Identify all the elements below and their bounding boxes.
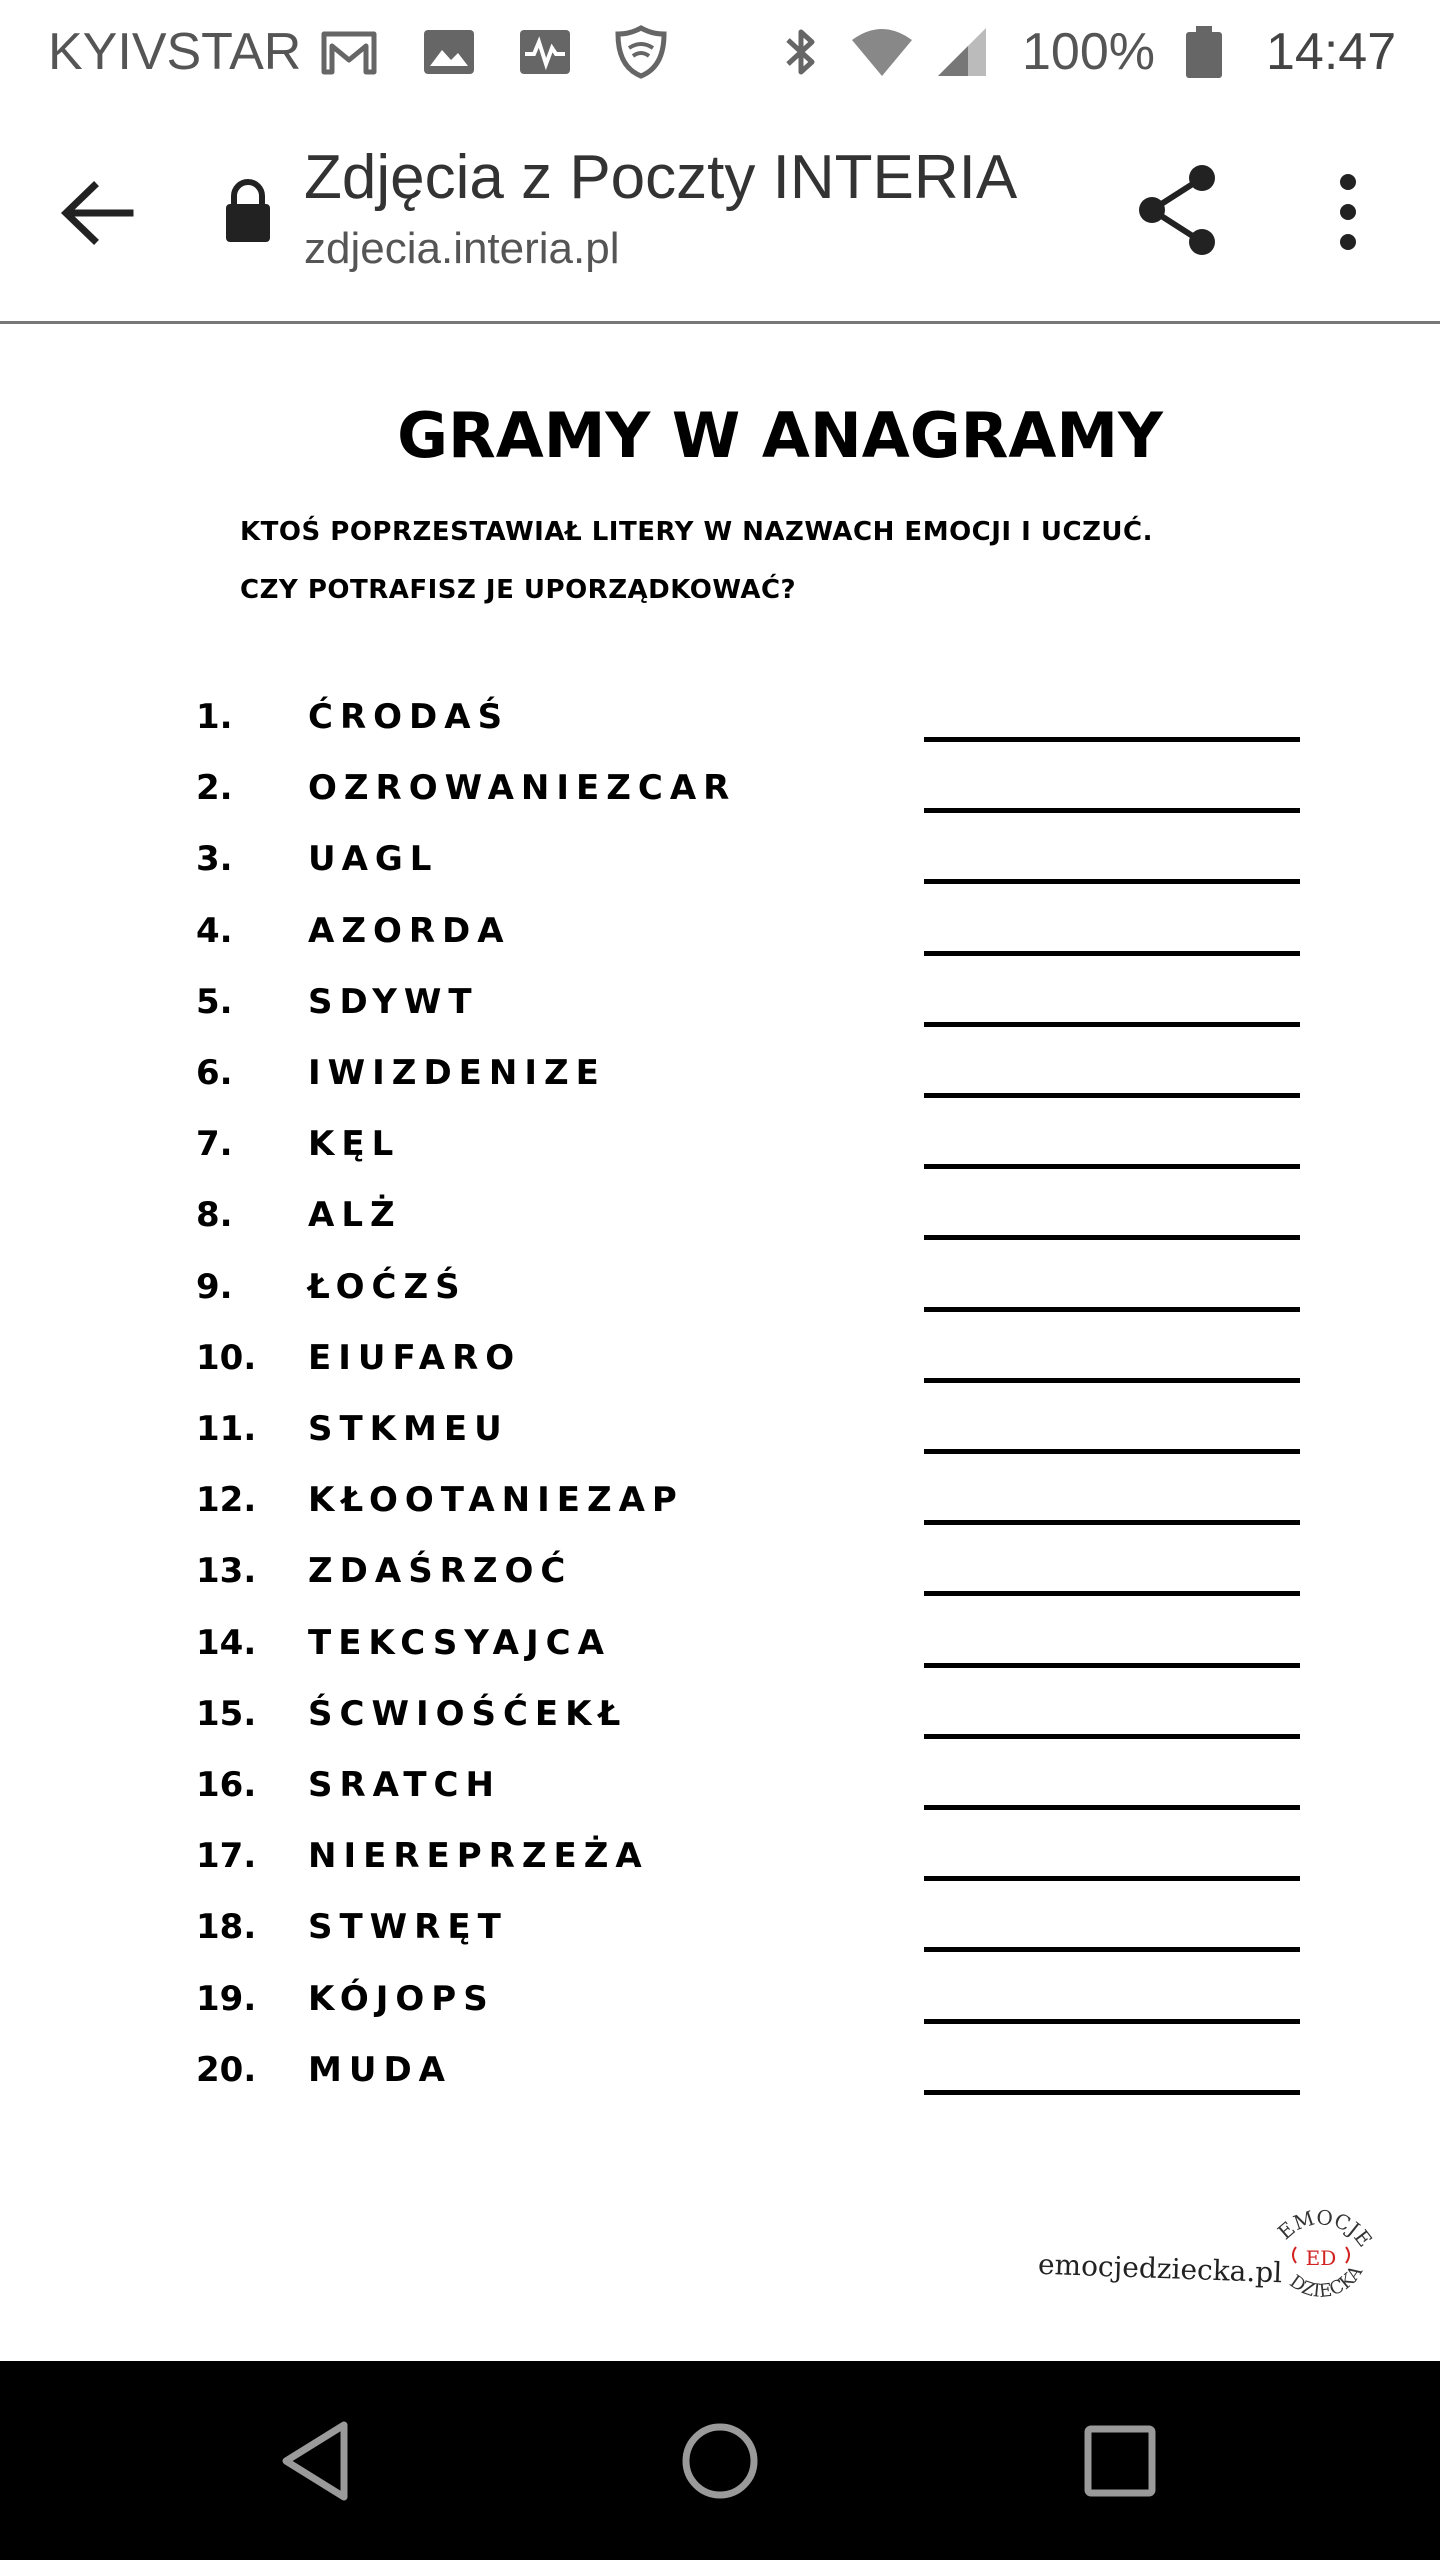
answer-line: [924, 1164, 1300, 1169]
image-icon: [420, 24, 478, 80]
nav-home-icon: [670, 2411, 770, 2511]
bluetooth-icon: [772, 24, 830, 80]
anagram-row: [0, 697, 1440, 757]
anagram-number: 12.: [196, 1480, 257, 1521]
anagram-row: [0, 1907, 1440, 1967]
battery-percentage: 100%: [1022, 23, 1155, 81]
anagram-number: 14.: [196, 1622, 257, 1663]
anagram-word: SDYWT: [308, 981, 479, 1022]
anagram-row: [0, 1694, 1440, 1754]
answer-line: [924, 2019, 1300, 2024]
answer-line: [924, 1734, 1300, 1739]
stamp-top-text: EMOCJE: [1272, 2205, 1378, 2252]
anagram-row: [0, 1836, 1440, 1896]
more-vert-icon: [1320, 166, 1376, 258]
anagram-row: [0, 1623, 1440, 1683]
app-header: [0, 100, 1440, 324]
back-arrow-icon: [52, 168, 142, 258]
emocje-dziecka-stamp: [1262, 2197, 1380, 2315]
anagram-word: ĆRODAŚ: [308, 697, 510, 737]
answer-line: [924, 1663, 1300, 1668]
answer-line: [924, 879, 1300, 884]
nav-back-icon: [270, 2411, 370, 2511]
wifi-icon: [850, 24, 914, 80]
answer-line: [924, 737, 1300, 742]
answer-line: [924, 1876, 1300, 1881]
anagram-row: [0, 982, 1440, 1042]
anagram-number: 5.: [196, 981, 233, 1022]
answer-line: [924, 1947, 1300, 1952]
anagram-number: 10.: [196, 1337, 257, 1378]
page-title: Zdjęcia z Poczty INTERIA: [304, 143, 1018, 212]
anagram-word: KÓJOPS: [308, 1978, 495, 2019]
stamp-bottom-text: DZIECKA: [1285, 2262, 1367, 2303]
worksheet-title-wrap: [0, 399, 1440, 472]
anagram-row: [0, 1979, 1440, 2039]
anagram-row: [0, 911, 1440, 971]
anagram-row: [0, 1409, 1440, 1469]
answer-line: [924, 1449, 1300, 1454]
page-url: zdjecia.interia.pl: [304, 224, 620, 273]
answer-line: [924, 2090, 1300, 2095]
anagram-number: 9.: [196, 1266, 233, 1307]
instruction-line-2: CZY POTRAFISZ JE UPORZĄDKOWAĆ?: [240, 575, 797, 605]
nav-recents-icon: [1070, 2411, 1170, 2511]
lock-icon: [222, 178, 274, 244]
anagram-number: 2.: [196, 768, 233, 809]
anagram-row: [0, 839, 1440, 899]
clock: 14:47: [1266, 23, 1397, 81]
anagram-row: [0, 1124, 1440, 1184]
anagram-row: [0, 1195, 1440, 1255]
anagram-row: [0, 1267, 1440, 1327]
anagram-word: ALŻ: [308, 1195, 402, 1236]
carrier-name: KYIVSTAR: [48, 23, 302, 81]
anagram-number: 7.: [196, 1124, 233, 1165]
anagram-number: 20.: [196, 2049, 257, 2090]
shield-icon: [612, 24, 670, 80]
signal-icon: [932, 24, 990, 80]
footer-site: emocjedziecka.pl: [1037, 2247, 1283, 2290]
answer-line: [924, 1093, 1300, 1098]
anagram-word: STKMEU: [308, 1409, 509, 1449]
answer-line: [924, 1235, 1300, 1240]
answer-line: [924, 1378, 1300, 1383]
stamp-center-text: ED: [1305, 2246, 1337, 2270]
nav-recents-button[interactable]: [1070, 2411, 1170, 2511]
anagram-word: MUDA: [308, 2049, 452, 2090]
anagram-number: 11.: [196, 1409, 257, 1449]
anagram-word: KĘL: [308, 1124, 401, 1165]
anagram-number: 6.: [196, 1053, 233, 1093]
anagram-number: 16.: [196, 1765, 257, 1805]
anagram-row: [0, 768, 1440, 828]
battery-icon: [1182, 24, 1226, 80]
anagram-word: OZROWANIEZCAR: [308, 768, 737, 809]
nav-back-button[interactable]: [270, 2411, 370, 2511]
anagram-number: 13.: [196, 1551, 257, 1592]
status-bar: [0, 0, 1440, 100]
anagram-word: ŚCWIOŚĆEKŁ: [308, 1693, 628, 1734]
gmail-icon: [320, 24, 378, 80]
answer-line: [924, 1307, 1300, 1312]
anagram-number: 8.: [196, 1195, 233, 1236]
anagram-number: 3.: [196, 839, 233, 880]
anagram-word: AZORDA: [308, 910, 511, 951]
share-button[interactable]: [1134, 162, 1222, 258]
more-options-button[interactable]: [1320, 166, 1376, 258]
worksheet-title: GRAMY W ANAGRAMY: [397, 399, 1163, 472]
anagram-number: 15.: [196, 1693, 257, 1734]
navigation-bar: [0, 2361, 1440, 2560]
anagram-word: ZDAŚRZOĆ: [308, 1551, 573, 1592]
anagram-number: 17.: [196, 1836, 257, 1877]
answer-line: [924, 808, 1300, 813]
activity-icon: [516, 24, 574, 80]
anagram-number: 4.: [196, 910, 233, 951]
anagram-number: 19.: [196, 1978, 257, 2019]
anagram-row: [0, 2050, 1440, 2110]
anagram-word: IWIZDENIZE: [308, 1053, 606, 1093]
anagram-word: TEKCSYAJCA: [308, 1622, 611, 1663]
anagram-row: [0, 1338, 1440, 1398]
anagram-word: EIUFARO: [308, 1337, 522, 1378]
share-icon: [1134, 162, 1222, 258]
answer-line: [924, 951, 1300, 956]
anagram-word: ŁOĆZŚ: [308, 1266, 467, 1307]
answer-line: [924, 1591, 1300, 1596]
instruction-line-1: KTOŚ POPRZESTAWIAŁ LITERY W NAZWACH EMOCJI I UCZUĆ.: [240, 517, 1153, 547]
answer-line: [924, 1520, 1300, 1525]
worksheet-image: [0, 327, 1440, 2361]
anagram-word: SRATCH: [308, 1765, 501, 1805]
anagram-number: 1.: [196, 697, 233, 737]
svg-text:EMOCJE: [1273, 2205, 1377, 2251]
anagram-word: KŁOOTANIEZAP: [308, 1480, 684, 1521]
anagram-word: NIEREPRZEŻA: [308, 1836, 649, 1877]
back-button[interactable]: [52, 168, 142, 258]
anagram-row: [0, 1480, 1440, 1540]
anagram-word: STWRĘT: [308, 1907, 508, 1948]
anagram-row: [0, 1551, 1440, 1611]
anagram-number: 18.: [196, 1907, 257, 1948]
anagram-row: [0, 1053, 1440, 1113]
anagram-row: [0, 1765, 1440, 1825]
nav-home-button[interactable]: [670, 2411, 770, 2511]
answer-line: [924, 1022, 1300, 1027]
answer-line: [924, 1805, 1300, 1810]
anagram-word: UAGL: [308, 839, 439, 880]
